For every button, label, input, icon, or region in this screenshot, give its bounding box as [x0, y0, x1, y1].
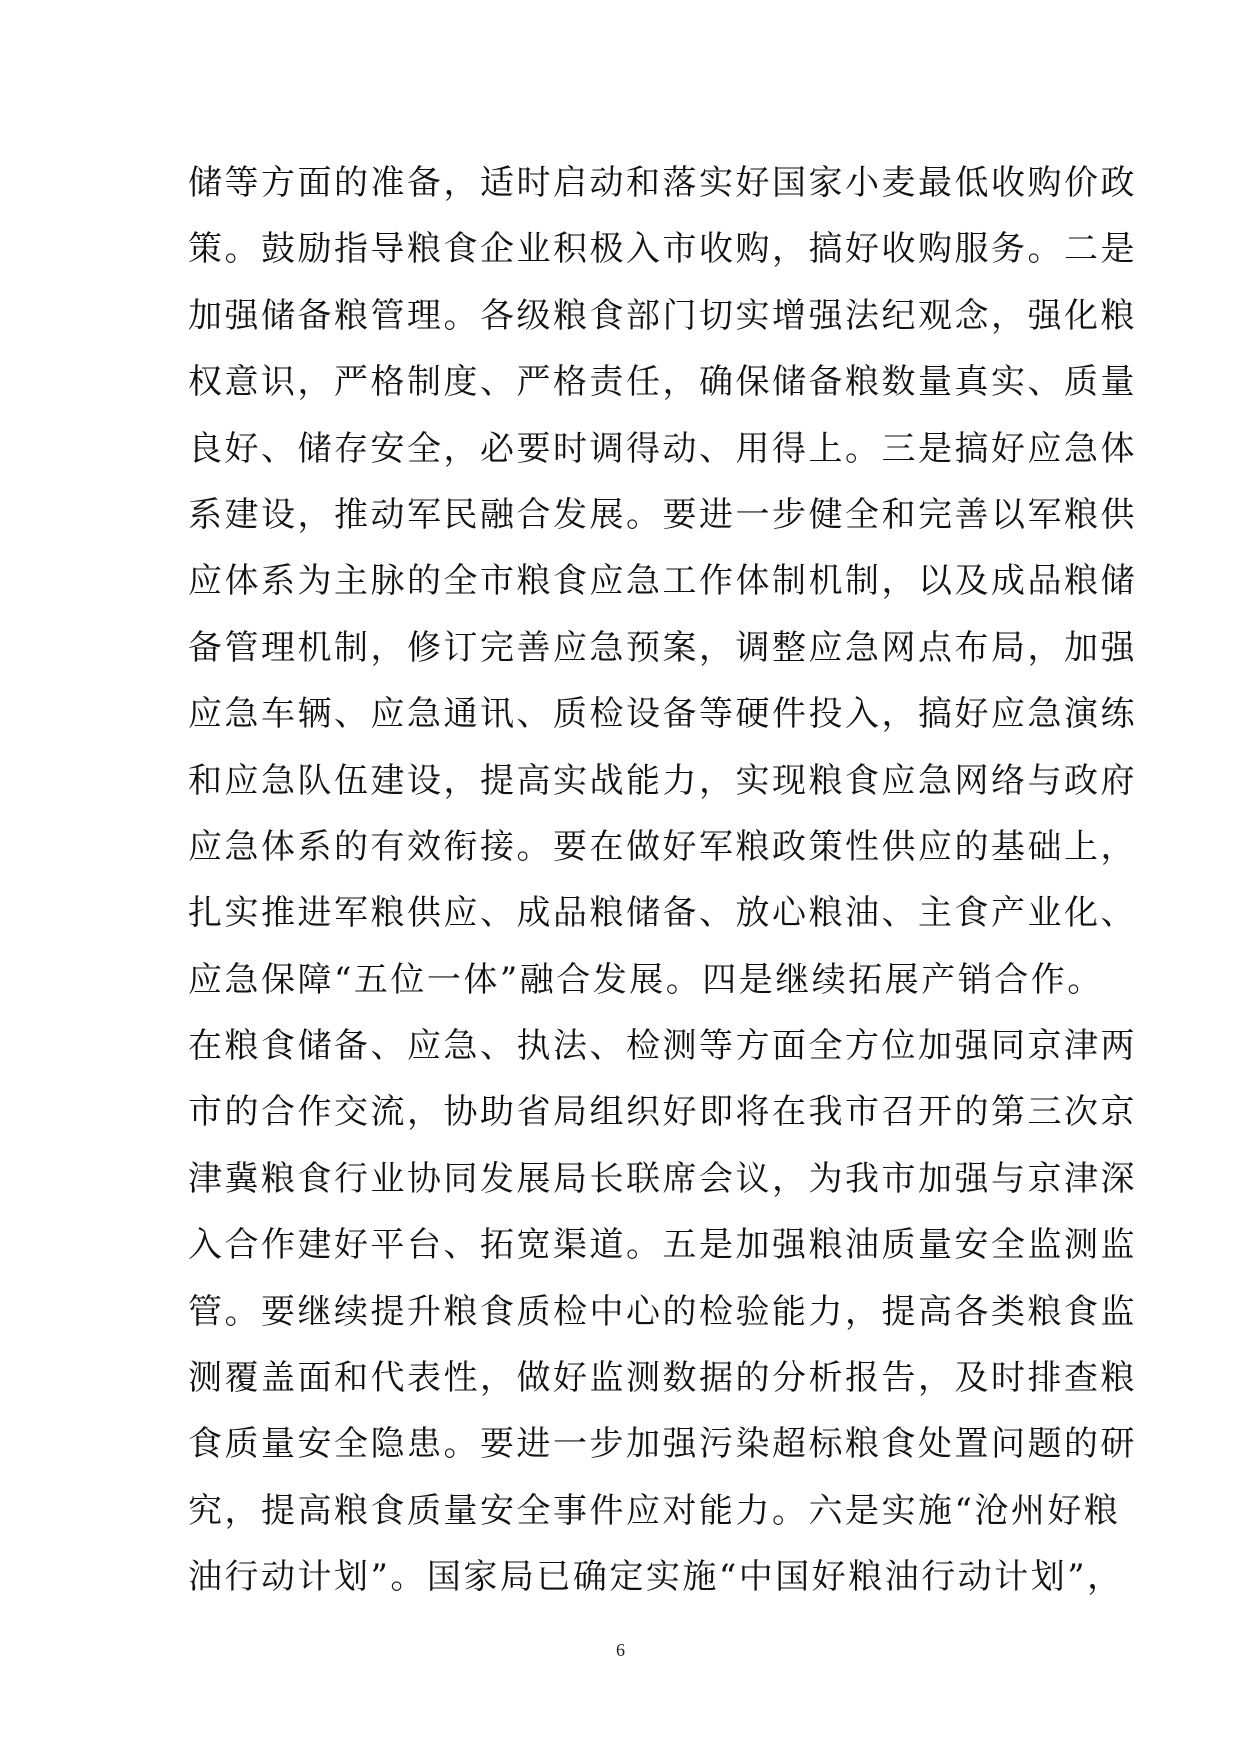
- text-line: 加强储备粮管理。各级粮食部门切实增强法纪观念，强化粮: [188, 295, 1137, 336]
- text-line: 入合作建好平台、拓宽渠道。五是加强粮油质量安全监测监: [188, 1225, 1137, 1266]
- text-line: 油行动计划”。国家局已确定实施“中国好粮油行动计划”，: [188, 1557, 1124, 1598]
- text-line: 应急保障“五位一体”融合发展。四是继续拓展产销合作。: [188, 959, 1104, 1000]
- text-line: 应急体系的有效衔接。要在做好军粮政策性供应的基础上，: [188, 826, 1137, 867]
- text-line: 在粮食储备、应急、执法、检测等方面全方位加强同京津两: [188, 1026, 1137, 1067]
- text-line: 市的合作交流，协助省局组织好即将在我市召开的第三次京: [188, 1092, 1137, 1133]
- text-line: 良好、储存安全，必要时调得动、用得上。三是搞好应急体: [188, 428, 1137, 469]
- text-line: 和应急队伍建设，提高实战能力，实现粮食应急网络与政府: [188, 760, 1137, 801]
- text-line: 储等方面的准备，适时启动和落实好国家小麦最低收购价政: [188, 163, 1137, 203]
- text-line: 扎实推进军粮供应、成品粮储备、放心粮油、主食产业化、: [188, 893, 1137, 934]
- body-text: [188, 150, 1137, 1611]
- text-line: 应急车辆、应急通讯、质检设备等硬件投入，搞好应急演练: [188, 694, 1137, 735]
- text-line: 测覆盖面和代表性，做好监测数据的分析报告，及时排查粮: [188, 1358, 1137, 1399]
- text-line: 备管理机制，修订完善应急预案，调整应急网点布局，加强: [188, 627, 1137, 668]
- text-line: 食质量安全隐患。要进一步加强污染超标粮食处置问题的研: [188, 1424, 1137, 1465]
- text-line: 管。要继续提升粮食质检中心的检验能力，提高各类粮食监: [188, 1291, 1137, 1332]
- text-line: 应体系为主脉的全市粮食应急工作体制机制，以及成品粮储: [188, 561, 1137, 602]
- text-line: 津冀粮食行业协同发展局长联席会议，为我市加强与京津深: [188, 1158, 1137, 1199]
- text-line: 究，提高粮食质量安全事件应对能力。六是实施“沧州好粮: [188, 1490, 1121, 1531]
- text-line: 策。鼓励指导粮食企业积极入市收购，搞好收购服务。二是: [188, 229, 1137, 270]
- text-line: 系建设，推动军民融合发展。要进一步健全和完善以军粮供: [188, 494, 1137, 535]
- text-line: 权意识，严格制度、严格责任，确保储备粮数量真实、质量: [188, 362, 1137, 403]
- page-number: 6: [616, 1640, 625, 1660]
